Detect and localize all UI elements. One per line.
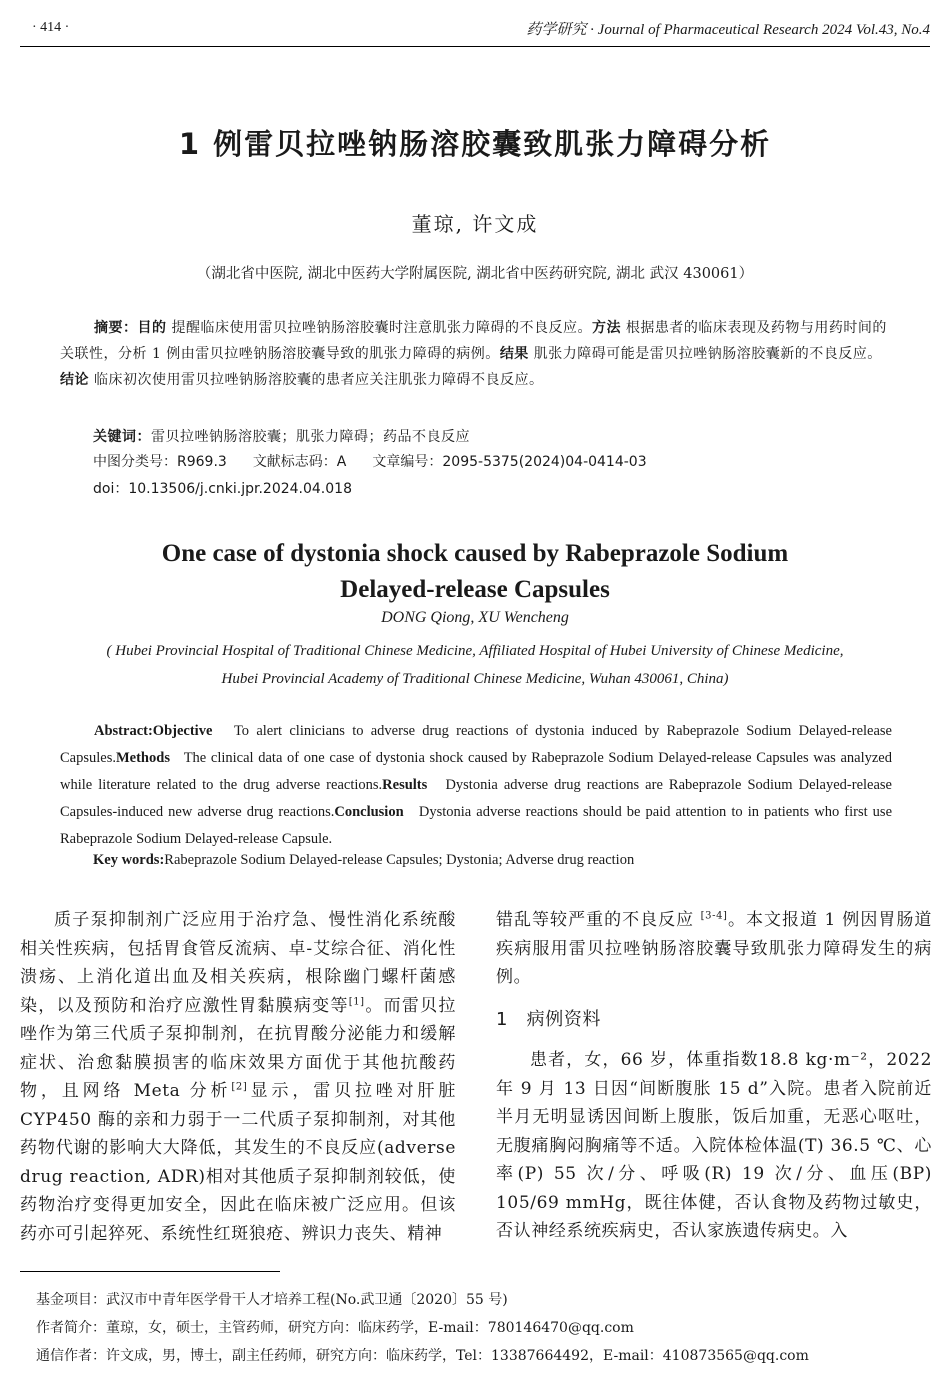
en-objective-label: Objective [152,723,213,739]
conclusion-label: 结论 [60,372,89,388]
intro-text-c-continued: 错乱等较严重的不良反应 [496,910,695,930]
results-text: 肌张力障碍可能是雷贝拉唑钠肠溶胶囊新的不良反应。 [533,346,882,362]
keywords-label: 关键词： [93,429,151,445]
english-affiliation-line2: Hubei Provincial Academy of Traditional Chinese Medicine, Wuhan 430061, China) [221,671,729,687]
english-keywords [93,852,634,869]
english-title-line2: Delayed-release Capsules [340,576,610,603]
chinese-title: 1 例雷贝拉唑钠肠溶胶囊致肌张力障碍分析 [178,127,772,161]
en-results-text: Dystonia adverse drug reactions are Rabeprazole Sodium Delayed-release Capsules-induced new adverse drug reactions. [60,777,892,820]
conclusion-text: 临床初次使用雷贝拉唑钠肠溶胶囊的患者应关注肌张力障碍不良反应。 [93,372,544,388]
en-results-label: Results [382,777,428,793]
chinese-abstract [60,315,892,393]
en-methods-text: The clinical data of one case of dystonia shock caused by Rabeprazole Sodium Delayed-release Capsules was analyzed while literature related to the drug adverse reactions. [60,750,892,793]
english-affiliation-line1: ( Hubei Provincial Hospital of Traditional Chinese Medicine, Affiliated Hospital of Hubei University of Chinese Medicine, [106,643,844,659]
article-number: 文章编号：2095-5375(2024)04-0414-03 [372,454,647,470]
objective-label: 目的 [137,320,167,336]
intro-continued [496,906,932,992]
en-keywords-label: Key words: [93,852,165,868]
citation-2[interactable]: [2] [231,1081,248,1093]
chinese-keywords [93,424,925,450]
section-heading-case: 1 病例资料 [496,1008,602,1030]
english-abstract [60,718,892,853]
abstract-label: 摘要： [94,320,138,336]
en-methods-label: Methods [115,750,170,766]
en-abstract-label: Abstract: [94,723,153,739]
results-label: 结果 [499,346,529,362]
footnotes [36,1286,809,1370]
body-column-left [20,906,456,1248]
footnote-fund: 基金项目：武汉市中青年医学骨干人才培养工程(No.武卫通〔2020〕55 号) [36,1292,508,1308]
en-keywords-text: Rabeprazole Sodium Delayed-release Capsules; Dystonia; Adverse drug reaction [164,852,635,868]
chinese-affiliation: （湖北省中医院, 湖北中医药大学附属医院, 湖北省中医药研究院, 湖北 武汉 430061） [196,266,754,282]
objective-text: 提醒临床使用雷贝拉唑钠肠溶胶囊时注意肌张力障碍的不良反应。 [171,320,592,336]
chinese-authors: 董琼, 许文成 [411,212,539,236]
header-divider [20,46,930,47]
english-affiliation [0,637,950,693]
document-code: 文献标志码：A [252,454,347,470]
english-title [0,536,950,608]
footnote-divider [20,1271,280,1272]
case-paragraph: 患者，女，66 岁，体重指数18.8 kg·m⁻²，2022年 9 月 13 日因“间断腹胀 15 d”入院。患者入院前近半月无明显诱因间断上腹胀，饭后加重，无恶心呕吐，无腹痛胸闷胸痛等不适。入院体检体温(T) 36.5 ℃、心率(P) 55 次/分、呼吸(R) 19 次/分、血压(BP) 105/69 mmHg，既往体健，否认食物及药物过敏史，否认神经系统疾病史，否认家族遗传病史。入 [496,1050,932,1241]
journal-header: 药学研究 · Journal of Pharmaceutical Research 2024 Vol.43, No.4 [526,22,930,38]
intro-text-c: 显示，雷贝拉唑对肝脏 CYP450 酶的亲和力弱于一二代质子泵抑制剂，对其他药物代谢的影响大大降低，其发生的不良反应(adverse drug reaction, ADR)相对其他质子泵抑制剂较低，使药物治疗变得更加安全，因此在临床被广泛应用。但该药亦可引起猝死、系统性红斑狼疮、辨识力丧失、精神 [20,1081,456,1244]
intro-text-a: 质子泵抑制剂广泛应用于治疗急、慢性消化系统酸相关性疾病，包括胃食管反流病、卓-艾综合征、消化性溃疡、上消化道出血及相关疾病，根除幽门螺杆菌感染，以及预防和治疗应激性胃黏膜病变等 [20,910,456,1016]
citation-1[interactable]: [1] [348,995,365,1007]
methods-text: 根据患者的临床表现及药物与用药时间的关联性，分析 1 例由雷贝拉唑钠肠溶胶囊导致的肌张力障碍的病例。 [60,320,887,362]
intro-text-b: 。而雷贝拉唑作为第三代质子泵抑制剂，在抗胃酸分泌能力和缓解症状、治愈黏膜损害的临床效果方面优于其他抗酸药物，且网络 Meta 分析 [20,995,456,1101]
en-conclusion-text: Dystonia adverse reactions should be paid attention to in patients who first use Rabeprazole Sodium Delayed-release Capsule. [60,804,893,847]
en-conclusion-label: Conclusion [334,804,404,820]
methods-label: 方法 [591,320,621,336]
keywords-text: 雷贝拉唑钠肠溶胶囊；肌张力障碍；药品不良反应 [151,429,470,445]
footnote-author: 作者简介：董琼，女，硕士，主管药师，研究方向：临床药学，E-mail：780146470@qq.com [36,1320,634,1336]
classification-line [93,451,673,471]
intro-paragraph [20,906,456,1248]
clc-number: 中图分类号：R969.3 [93,454,227,470]
english-authors: DONG Qiong, XU Wencheng [381,609,569,626]
en-objective-text: To alert clinicians to adverse drug reactions of dystonia induced by Rabeprazole Sodium Delayed-release Capsules. [60,723,892,766]
doi: doi：10.13506/j.cnki.jpr.2024.04.018 [93,481,352,497]
body-column-right [496,906,932,1246]
citation-3-4[interactable]: [3-4] [700,910,728,922]
footnote-corresponding: 通信作者：许文成，男，博士，副主任药师，研究方向：临床药学，Tel：13387664492，E-mail：410873565@qq.com [36,1348,809,1364]
english-title-line1: One case of dystonia shock caused by Rabeprazole Sodium [161,540,789,567]
intro-text-d: 。本文报道 1 例因胃肠道疾病服用雷贝拉唑钠肠溶胶囊导致肌张力障碍发生的病例。 [496,910,932,987]
page-number: · 414 · [32,20,70,35]
